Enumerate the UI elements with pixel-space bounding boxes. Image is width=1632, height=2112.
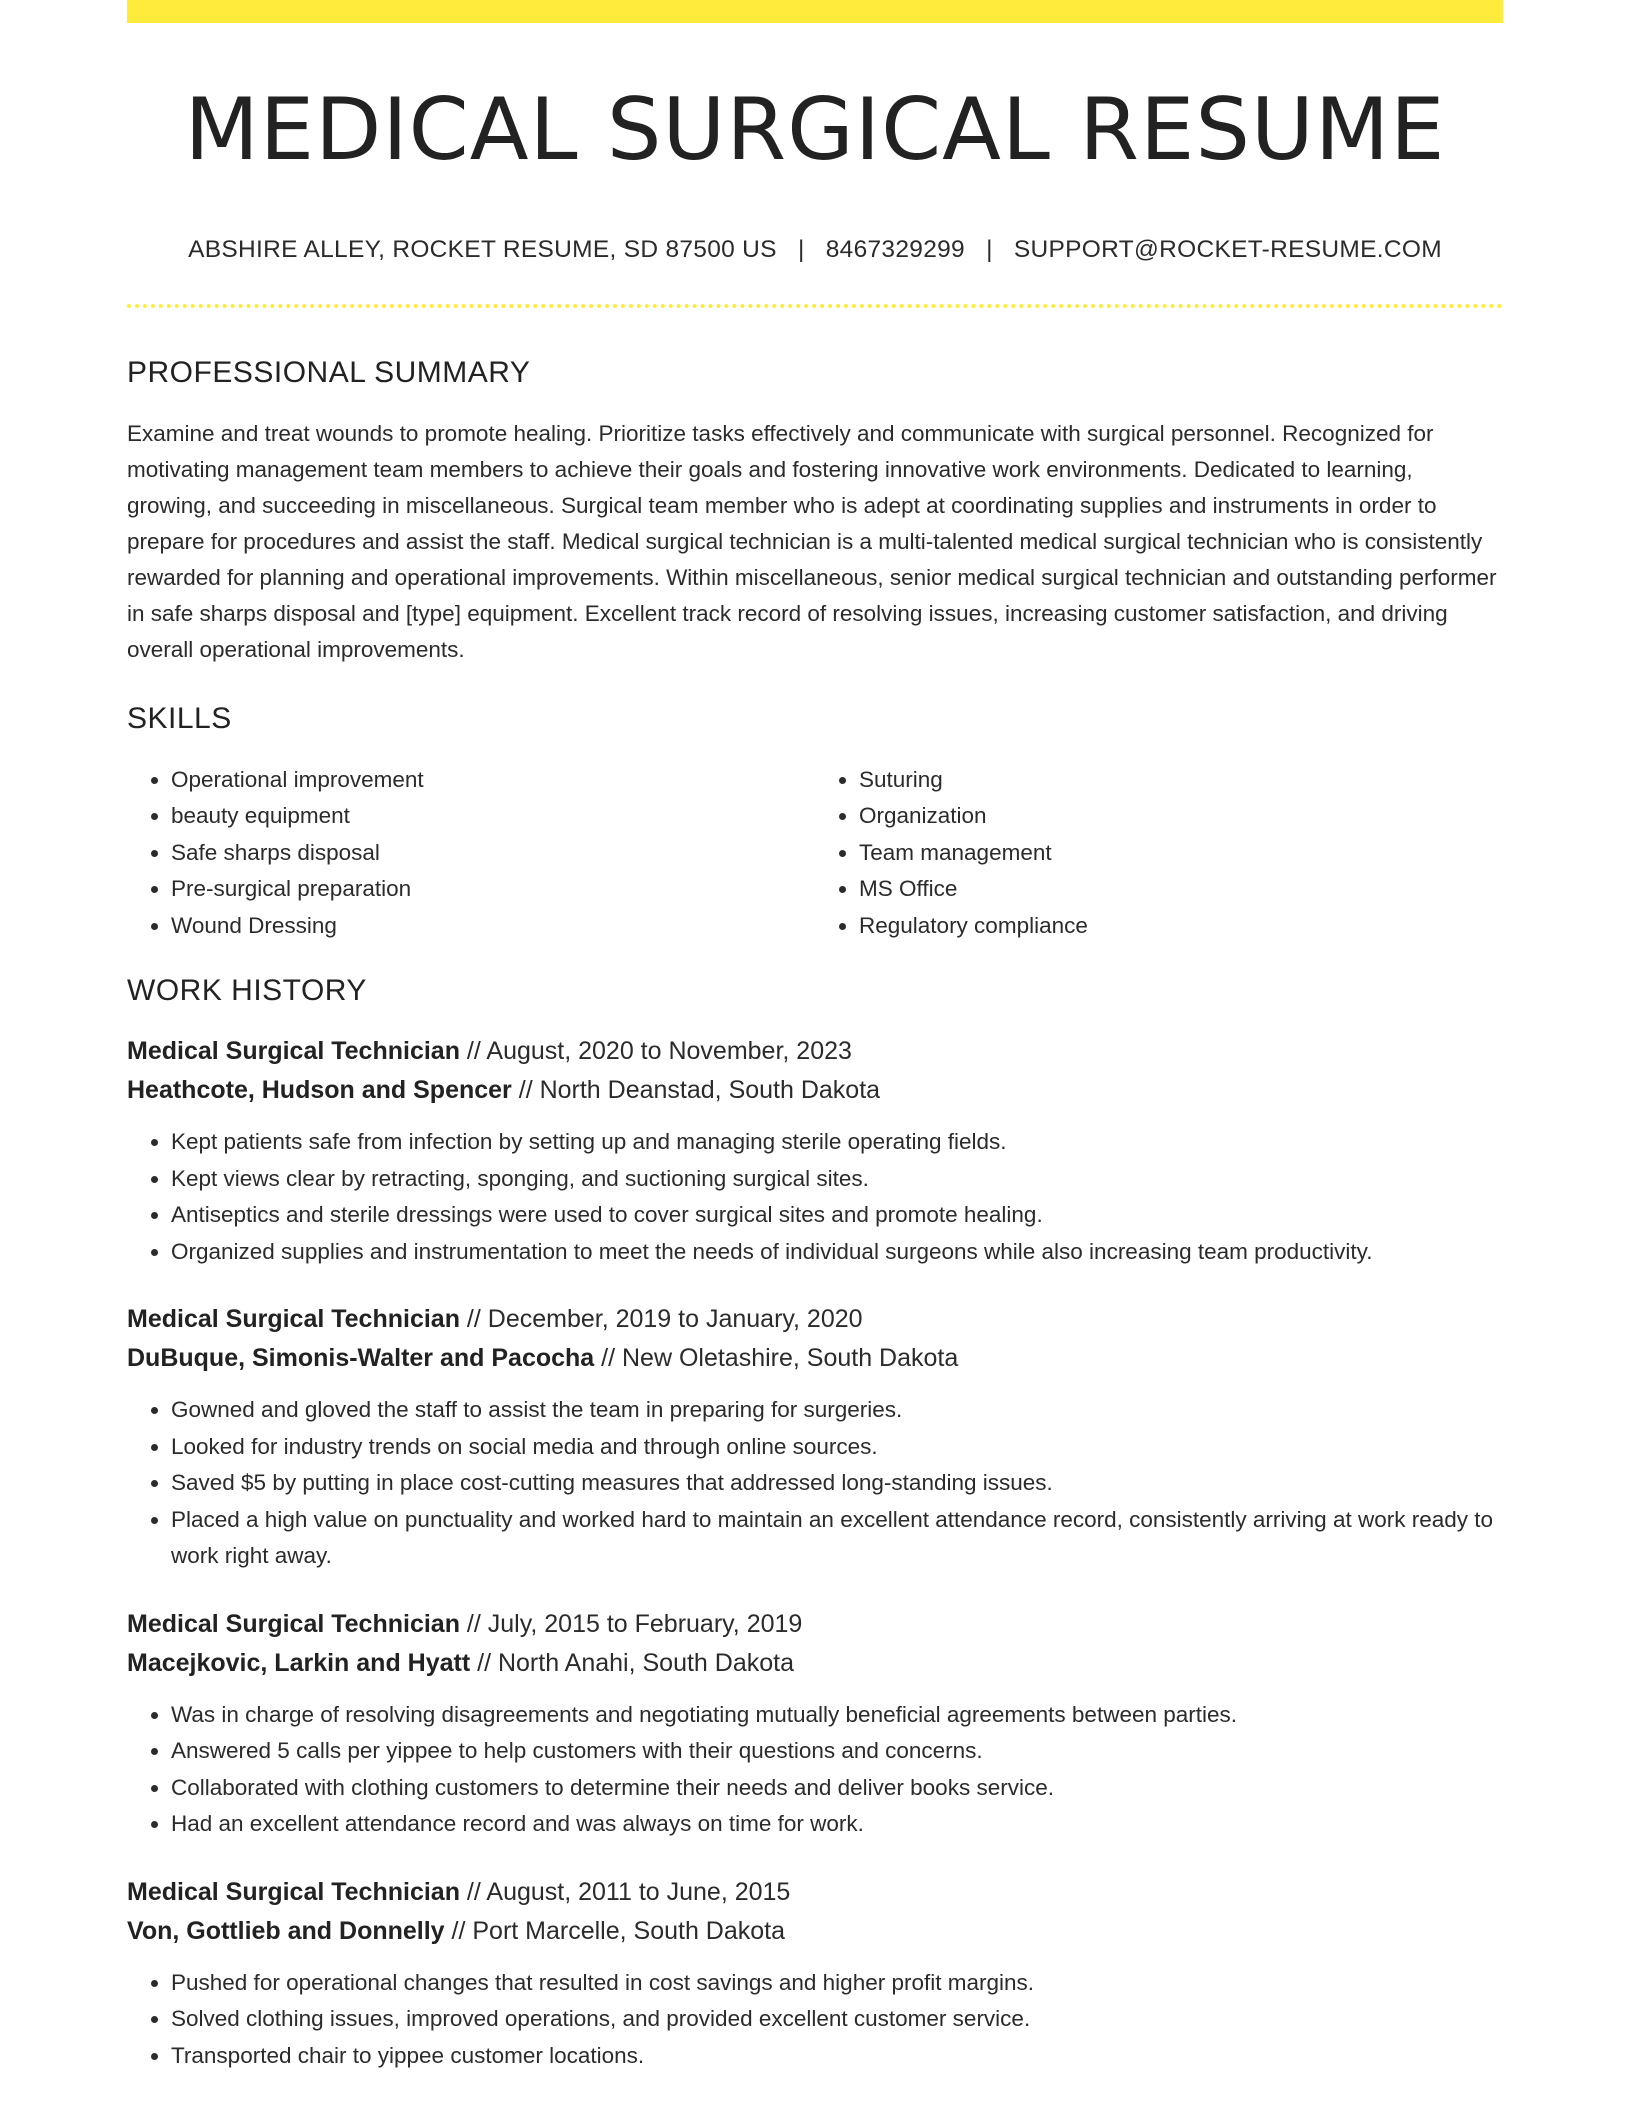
- contact-separator: |: [986, 235, 993, 263]
- job-dates: // December, 2019 to January, 2020: [459, 1305, 863, 1334]
- skills-left-list: [127, 762, 815, 945]
- skill-item: • Wound Dressing: [171, 908, 815, 945]
- contact-phone: 8467329299: [825, 235, 965, 263]
- summary-heading: PROFESSIONAL SUMMARY: [127, 355, 531, 389]
- top-accent-bar: [127, 0, 1503, 23]
- job-entry: [127, 1300, 1503, 1575]
- job-bullet: • Was in charge of resolving disagreements and negotiating mutually beneficial agreements between parties.: [171, 1697, 1503, 1734]
- skill-item: • Pre-surgical preparation: [171, 871, 815, 908]
- skill-item: • Safe sharps disposal: [171, 835, 815, 872]
- job-entry: [127, 1873, 1503, 2075]
- contact-email: SUPPORT@ROCKET-RESUME.COM: [1013, 235, 1442, 263]
- job-bullet: • Gowned and gloved the staff to assist the team in preparing for surgeries.: [171, 1392, 1503, 1429]
- job-title-line: [127, 1032, 1503, 1071]
- job-bullet: • Answered 5 calls per yippee to help customers with their questions and concerns.: [171, 1733, 1503, 1770]
- skill-item: • Regulatory compliance: [859, 908, 1503, 945]
- job-bullet: • Had an excellent attendance record and was always on time for work.: [171, 1806, 1503, 1843]
- job-bullet: • Looked for industry trends on social media and through online sources.: [171, 1429, 1503, 1466]
- skills-grid: [127, 762, 1503, 945]
- skill-item: • beauty equipment: [171, 798, 815, 835]
- job-bullet: • Kept patients safe from infection by setting up and managing sterile operating fields.: [171, 1124, 1503, 1161]
- job-bullet: • Organized supplies and instrumentation to meet the needs of individual surgeons while also increasing team productivity.: [171, 1234, 1503, 1271]
- work-history-list: [127, 1032, 1503, 2074]
- skill-item: • Team management: [859, 835, 1503, 872]
- job-location: // New Oletashire, South Dakota: [594, 1344, 959, 1373]
- job-title: Medical Surgical Technician: [127, 1609, 460, 1638]
- job-bullets: [127, 1392, 1503, 1575]
- resume-title: MEDICAL SURGICAL RESUME: [184, 80, 1446, 180]
- job-title-line: [127, 1873, 1503, 1912]
- job-bullet: • Placed a high value on punctuality and worked hard to maintain an excellent attendance record, consistently arriving at work ready to work right away.: [171, 1502, 1503, 1575]
- job-company: Macejkovic, Larkin and Hyatt: [127, 1648, 471, 1677]
- job-title: Medical Surgical Technician: [127, 1305, 460, 1334]
- skill-item: • Organization: [859, 798, 1503, 835]
- job-company-line: [127, 1339, 1503, 1378]
- job-bullets: [127, 1697, 1503, 1843]
- dotted-divider: [127, 304, 1503, 308]
- job-bullet: • Antiseptics and sterile dressings were used to cover surgical sites and promote healing.: [171, 1197, 1503, 1234]
- job-dates: // August, 2011 to June, 2015: [459, 1877, 791, 1906]
- skills-right-list: [815, 762, 1503, 945]
- job-location: // North Anahi, South Dakota: [470, 1648, 794, 1677]
- job-bullet: • Kept views clear by retracting, sponging, and suctioning surgical sites.: [171, 1161, 1503, 1198]
- skill-item: • Operational improvement: [171, 762, 815, 799]
- job-bullet: • Collaborated with clothing customers to determine their needs and deliver books service.: [171, 1770, 1503, 1807]
- skills-heading: SKILLS: [127, 701, 232, 735]
- job-company-line: [127, 1071, 1503, 1110]
- job-bullet: • Pushed for operational changes that resulted in cost savings and higher profit margins.: [171, 1965, 1503, 2002]
- job-location: // North Deanstad, South Dakota: [511, 1076, 881, 1105]
- job-entry: [127, 1605, 1503, 1843]
- job-location: // Port Marcelle, South Dakota: [444, 1916, 786, 1945]
- job-title: Medical Surgical Technician: [127, 1037, 460, 1066]
- job-bullets: [127, 1965, 1503, 2075]
- summary-text: Examine and treat wounds to promote healing. Prioritize tasks effectively and communicate with surgical personnel. Recognized for motivating management team members to achieve their goals and fostering innovative work environments. Dedicated to learning, growing, and succeeding in miscellaneous. Surgical team member who is adept at coordinating supplies and instruments in order to prepare for procedures and assist the staff. Medical surgical technician is a multi-talented medical surgical technician who is consistently rewarded for planning and operational improvements. Within miscellaneous, senior medical surgical technician and outstanding performer in safe sharps disposal and [type] equipment. Excellent track record of resolving issues, increasing customer satisfaction, and driving overall operational improvements.: [127, 420, 1497, 662]
- skill-item: • MS Office: [859, 871, 1503, 908]
- resume-page: [127, 0, 1503, 2074]
- job-title: Medical Surgical Technician: [127, 1877, 460, 1906]
- contact-address: ABSHIRE ALLEY, ROCKET RESUME, SD 87500 US: [188, 235, 777, 263]
- job-company-line: [127, 1644, 1503, 1683]
- job-bullet: • Saved $5 by putting in place cost-cutting measures that addressed long-standing issues.: [171, 1465, 1503, 1502]
- contact-separator: |: [797, 235, 805, 263]
- job-dates: // July, 2015 to February, 2019: [459, 1609, 803, 1638]
- job-entry: [127, 1032, 1503, 1270]
- contact-line: [127, 236, 1503, 264]
- job-title-line: [127, 1300, 1503, 1339]
- job-company: DuBuque, Simonis-Walter and Pacocha: [127, 1344, 595, 1373]
- job-company: Heathcote, Hudson and Spencer: [127, 1076, 512, 1105]
- job-company-line: [127, 1912, 1503, 1951]
- work-history-heading: WORK HISTORY: [127, 974, 367, 1008]
- job-bullet: • Transported chair to yippee customer locations.: [171, 2038, 1503, 2075]
- job-company: Von, Gottlieb and Donnelly: [127, 1916, 445, 1945]
- job-dates: // August, 2020 to November, 2023: [459, 1037, 852, 1066]
- job-title-line: [127, 1605, 1503, 1644]
- skill-item: • Suturing: [859, 762, 1503, 799]
- job-bullet: • Solved clothing issues, improved operations, and provided excellent customer service.: [171, 2001, 1503, 2038]
- job-bullets: [127, 1124, 1503, 1270]
